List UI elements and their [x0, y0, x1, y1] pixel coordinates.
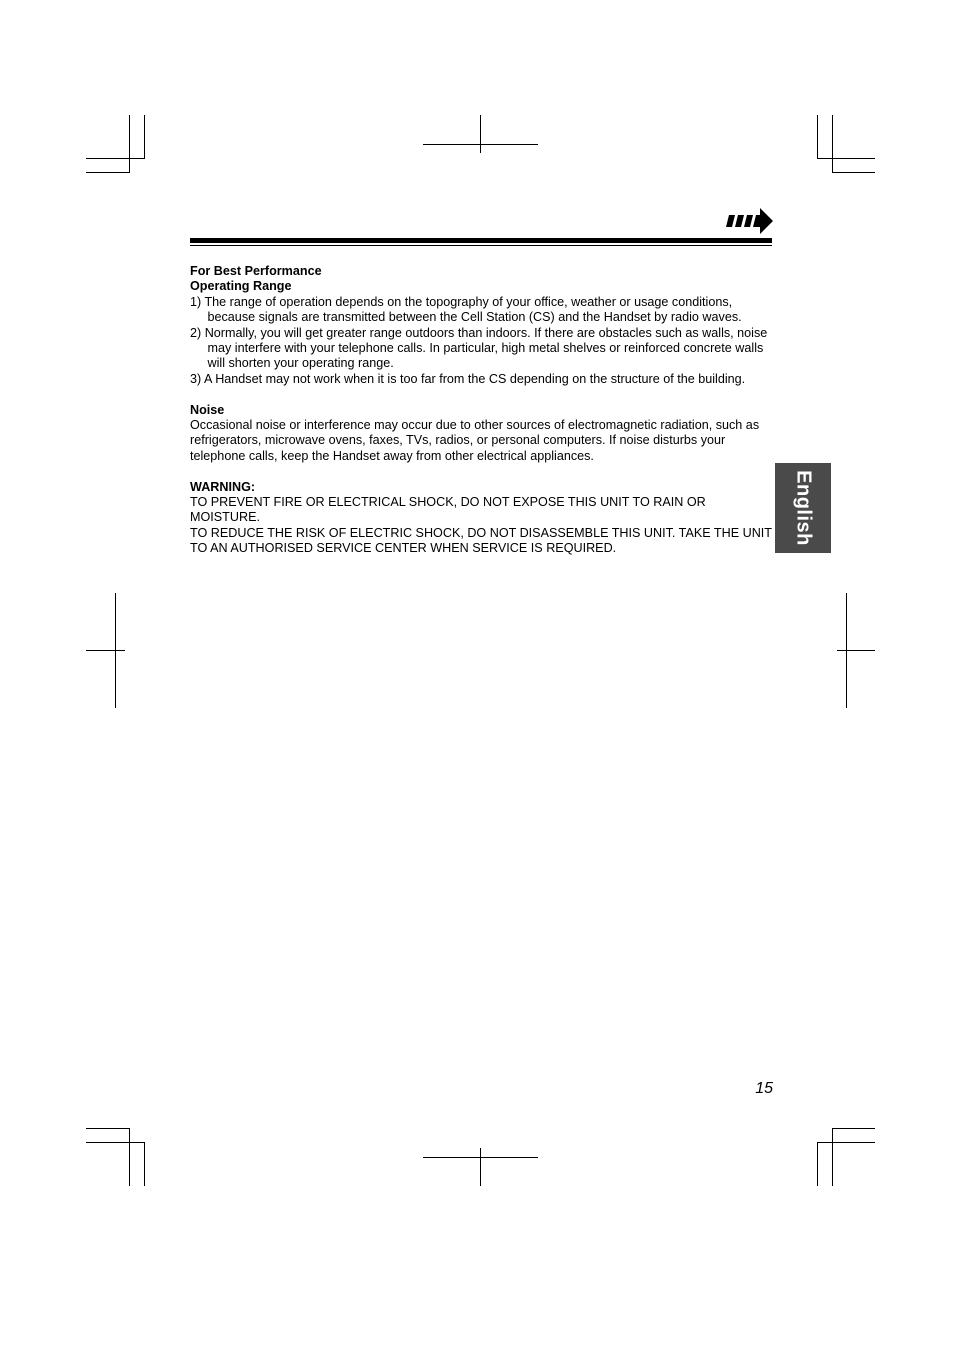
noise-heading: Noise [190, 402, 225, 417]
header-rule-thick [190, 238, 772, 243]
language-tab-label: English [792, 470, 815, 546]
section-heading: For Best Performance [190, 264, 322, 278]
subsection-heading: Operating Range [190, 279, 292, 294]
noise-body: Occasional noise or interference may occur due to other sources of electromagnetic radiation, such as refrigerators, microwave ovens, faxes, TVs, radios, or personal computers. If noise disturbs your telephone calls, keep the Handset away from other electrical appliances. [190, 418, 760, 463]
operating-range-item-2: 2) Normally, you will get greater range outdoors than indoors. If there are obstacles such as walls, noise may interfere with your telephone calls. In particular, high metal shelves or reinforced concrete walls will shorten your operating range. [190, 325, 768, 371]
warning-line-1: TO PREVENT FIRE OR ELECTRICAL SHOCK, DO NOT EXPOSE THIS UNIT TO RAIN OR MOISTURE. [190, 495, 706, 525]
operating-range-item-3: 3) A Handset may not work when it is too far from the CS depending on the structure of the building. [190, 371, 746, 386]
continue-arrow-icon [726, 206, 774, 236]
warning-line-2: TO REDUCE THE RISK OF ELECTRIC SHOCK, DO NOT DISASSEMBLE THIS UNIT. TAKE THE UNIT TO AN AUTHORISED SERVICE CENTER WHEN SERVICE IS REQUIRED. [190, 525, 772, 556]
language-tab [775, 463, 831, 553]
page-content [190, 264, 774, 557]
header-rule-thin [190, 245, 772, 246]
page-number: 15 [755, 1080, 773, 1097]
operating-range-item-1: 1) The range of operation depends on the topography of your office, weather or usage conditions, because signals are transmitted between the Cell Station (CS) and the Handset by radio waves. [190, 294, 742, 325]
warning-heading: WARNING: [190, 479, 256, 494]
